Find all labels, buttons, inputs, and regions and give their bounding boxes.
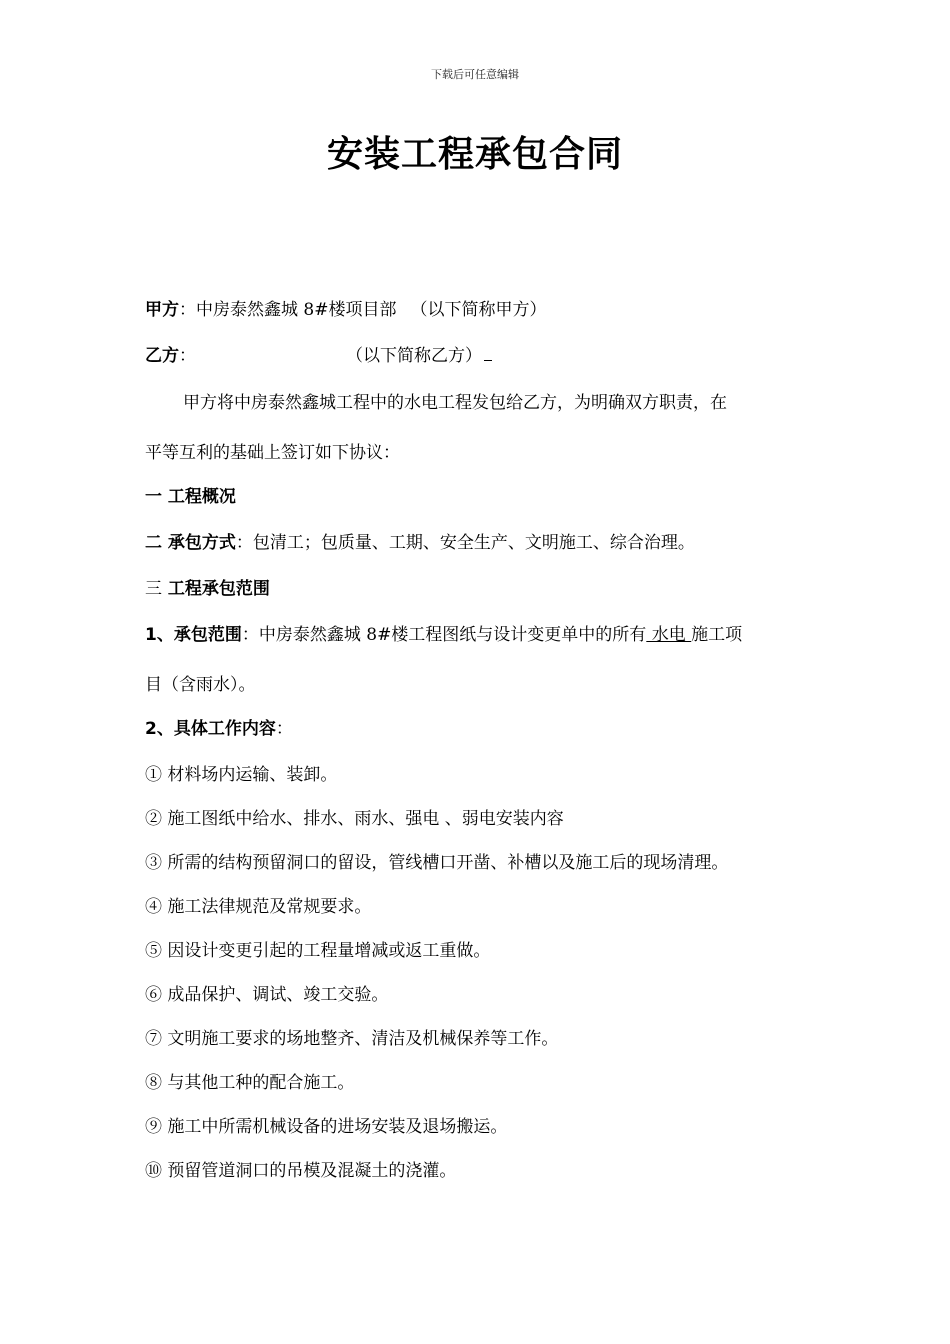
work-item-6: ⑥ 成品保护、调试、竣工交验。: [145, 985, 389, 1005]
scope-line-2: 目（含雨水）。: [145, 675, 256, 695]
party-b-label: 乙方: [145, 346, 179, 366]
work-item-2: ② 施工图纸中给水、排水、雨水、强电 、弱电安装内容: [145, 809, 564, 829]
header-note: 下载后可任意编辑: [431, 68, 519, 81]
section-3-line: [145, 577, 815, 601]
scope-underlined: 水电: [646, 625, 692, 645]
scope-text-after: 施工项: [691, 625, 743, 645]
party-b-underline: [484, 346, 492, 361]
scope-text-before: 中房泰然鑫城 8#楼工程图纸与设计变更单中的所有: [258, 625, 647, 645]
party-b-line: [145, 344, 815, 368]
work-content-line: [145, 717, 815, 741]
work-item-8: ⑧ 与其他工种的配合施工。: [145, 1073, 355, 1093]
scope-label: 1、承包范围: [145, 625, 242, 645]
work-item-4: ④ 施工法律规范及常规要求。: [145, 897, 372, 917]
party-a-alias: （以下简称甲方）: [410, 300, 547, 320]
party-a-colon: ：: [179, 300, 196, 320]
party-b-alias: （以下简称乙方）: [346, 346, 482, 366]
work-content-colon: ：: [275, 719, 293, 739]
work-item-1: ① 材料场内运输、装卸。: [145, 765, 338, 785]
section-3-title: 工程承包范围: [162, 579, 270, 599]
section-2-title: 二 承包方式: [145, 533, 236, 553]
work-item-5: ⑤ 因设计变更引起的工程量增减或返工重做。: [145, 941, 491, 961]
party-b-colon: ：: [179, 346, 196, 366]
work-content-label: 2、具体工作内容: [145, 719, 276, 739]
section-2-line: [145, 531, 815, 555]
party-a-label: 甲方: [145, 300, 179, 320]
document-title: 安装工程承包合同: [326, 134, 623, 175]
section-3-prefix: 三: [145, 579, 162, 599]
scope-colon: ：: [241, 625, 259, 645]
work-item-3: ③ 所需的结构预留洞口的留设，管线槽口开凿、补槽以及施工后的现场清理。: [145, 853, 729, 873]
work-item-7: ⑦ 文明施工要求的场地整齐、清洁及机械保养等工作。: [145, 1029, 559, 1049]
section-2-text: 包清工；包质量、工期、安全生产、文明施工、综合治理。: [252, 533, 695, 553]
party-a-name: 中房泰然鑫城 8#楼项目部: [196, 300, 397, 320]
scope-line-1: [145, 623, 815, 647]
intro-line-1: 甲方将中房泰然鑫城工程中的水电工程发包给乙方，为明确双方职责，在: [183, 393, 727, 413]
work-item-9: ⑨ 施工中所需机械设备的进场安装及退场搬运。: [145, 1117, 508, 1137]
work-item-10: ⑩ 预留管道洞口的吊模及混凝土的浇灌。: [145, 1161, 457, 1181]
intro-line-2: 平等互利的基础上签订如下协议：: [145, 443, 400, 463]
section-2-colon: ：: [235, 533, 253, 553]
party-a-line: [145, 298, 815, 322]
section-1-title: 一 工程概况: [145, 487, 236, 507]
